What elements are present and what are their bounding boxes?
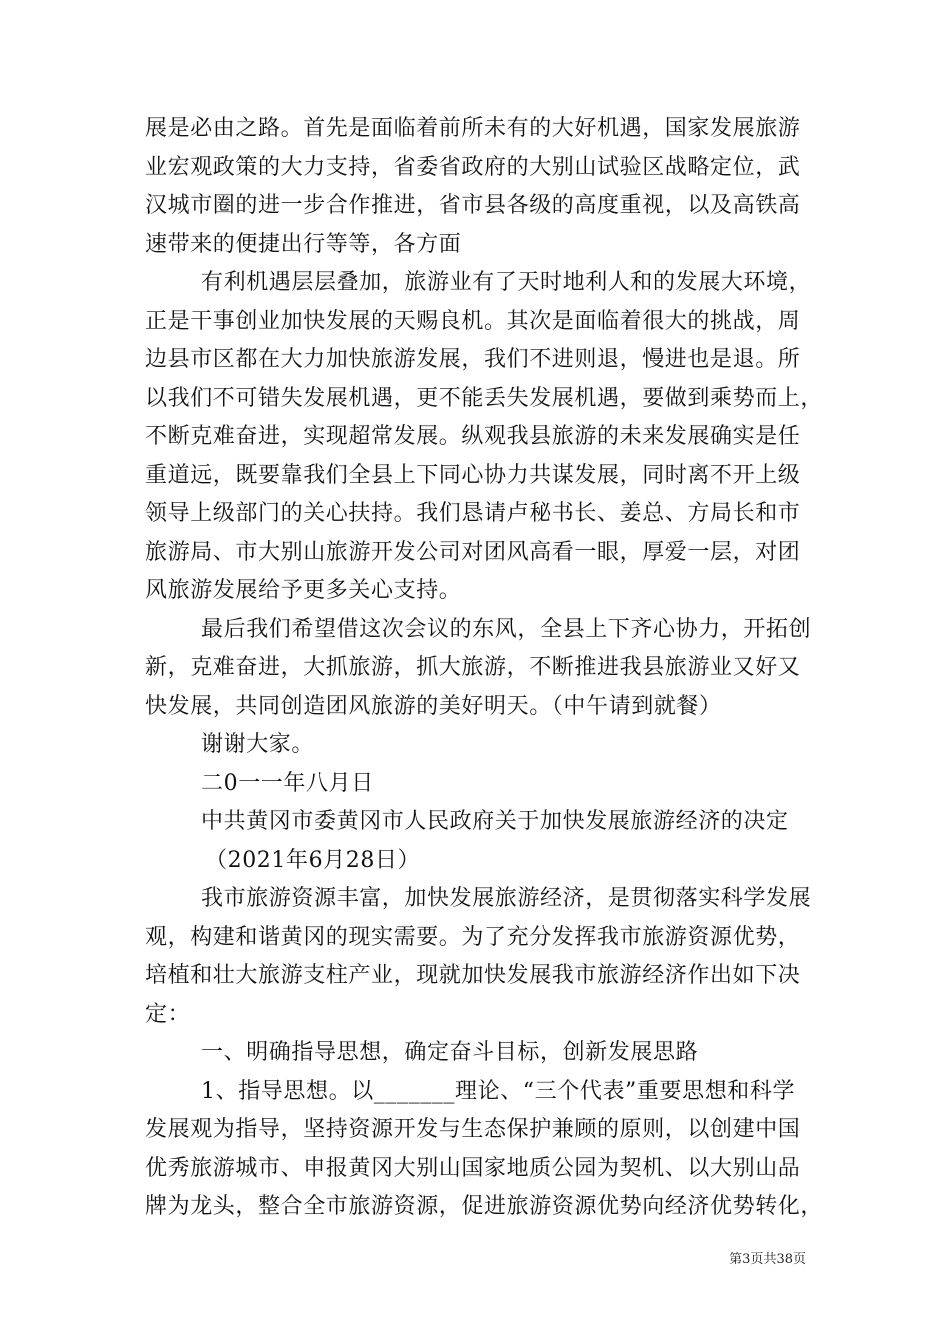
document-body: [145, 110, 824, 1227]
text-line: 牌为龙头，整合全市旅游资源，促进旅游资源优势向经济优势转化，: [145, 1194, 824, 1219]
text-line: 正是干事创业加快发展的天赐良机。其次是面临着很大的挑战，周: [145, 308, 801, 334]
paragraph-start: 我市旅游资源丰富，加快发展旅游经济，是贯彻落实科学发展: [201, 886, 812, 911]
section-title: 中共黄冈市委黄冈市人民政府关于加快发展旅游经济的决定: [201, 809, 789, 834]
text-line: 快发展，共同创造团风旅游的美好明天。（中午请到就餐）: [145, 693, 722, 719]
text-line: 汉城市圈的进一步合作推进，省市县各级的高度重视，以及高铁高: [145, 193, 801, 218]
text-line: 领导上级部门的关心扶持。我们恳请卢秘书长、姜总、方局长和市: [145, 501, 801, 526]
paragraph-start: 最后我们希望借这次会议的东风，全县上下齐心协力，开拓创: [201, 616, 812, 642]
date-line: 二0一一年八月日: [201, 770, 374, 796]
paragraph-start: 1、指导思想。以_______理论、“三个代表”重要思想和科学: [201, 1078, 796, 1104]
paragraph-start: 有利机遇层层叠加，旅游业有了天时地利人和的发展大环境，: [201, 270, 812, 295]
text-line: 培植和壮大旅游支柱产业，现就加快发展我市旅游经济作出如下决: [145, 963, 801, 988]
text-line: 边县市区都在大力加快旅游发展，我们不进则退，慢进也是退。所: [145, 347, 801, 372]
text-line: 展是必由之路。首先是面临着前所未有的大好机遇，国家发展旅游: [145, 116, 801, 141]
text-line: 以我们不可错失发展机遇，更不能丢失发展机遇，要做到乘势而上，: [145, 385, 824, 411]
text-line: 定：: [145, 1001, 191, 1027]
text-line: 重道远，既要靠我们全县上下同心协力共谋发展，同时离不开上级: [145, 462, 801, 488]
text-line: 风旅游发展给予更多关心支持。: [145, 578, 462, 603]
heading-level-1: 一、明确指导思想，确定奋斗目标，创新发展思路: [201, 1040, 699, 1065]
text-line: 优秀旅游城市、申报黄冈大别山国家地质公园为契机、以大别山品: [145, 1155, 801, 1181]
text-line: 速带来的便捷出行等等，各方面: [145, 231, 462, 257]
text-line: 业宏观政策的大力支持，省委省政府的大别山试验区战略定位，武: [145, 154, 801, 180]
section-date: （2021年6月28日）: [205, 847, 421, 873]
page-number: 第3页共38页: [729, 1252, 806, 1267]
closing-thanks: 谢谢大家。: [201, 732, 315, 757]
text-line: 新，克难奋进，大抓旅游，抓大旅游，不断推进我县旅游业又好又: [145, 655, 801, 680]
text-line: 旅游局、市大别山旅游开发公司对团风高看一眼，厚爱一层，对团: [145, 539, 801, 565]
text-line: 观，构建和谐黄冈的现实需要。为了充分发挥我市旅游资源优势，: [145, 924, 801, 950]
text-line: 不断克难奋进，实现超常发展。纵观我县旅游的未来发展确实是任: [145, 424, 801, 449]
text-line: 发展观为指导，坚持资源开发与生态保护兼顾的原则，以创建中国: [145, 1117, 801, 1142]
